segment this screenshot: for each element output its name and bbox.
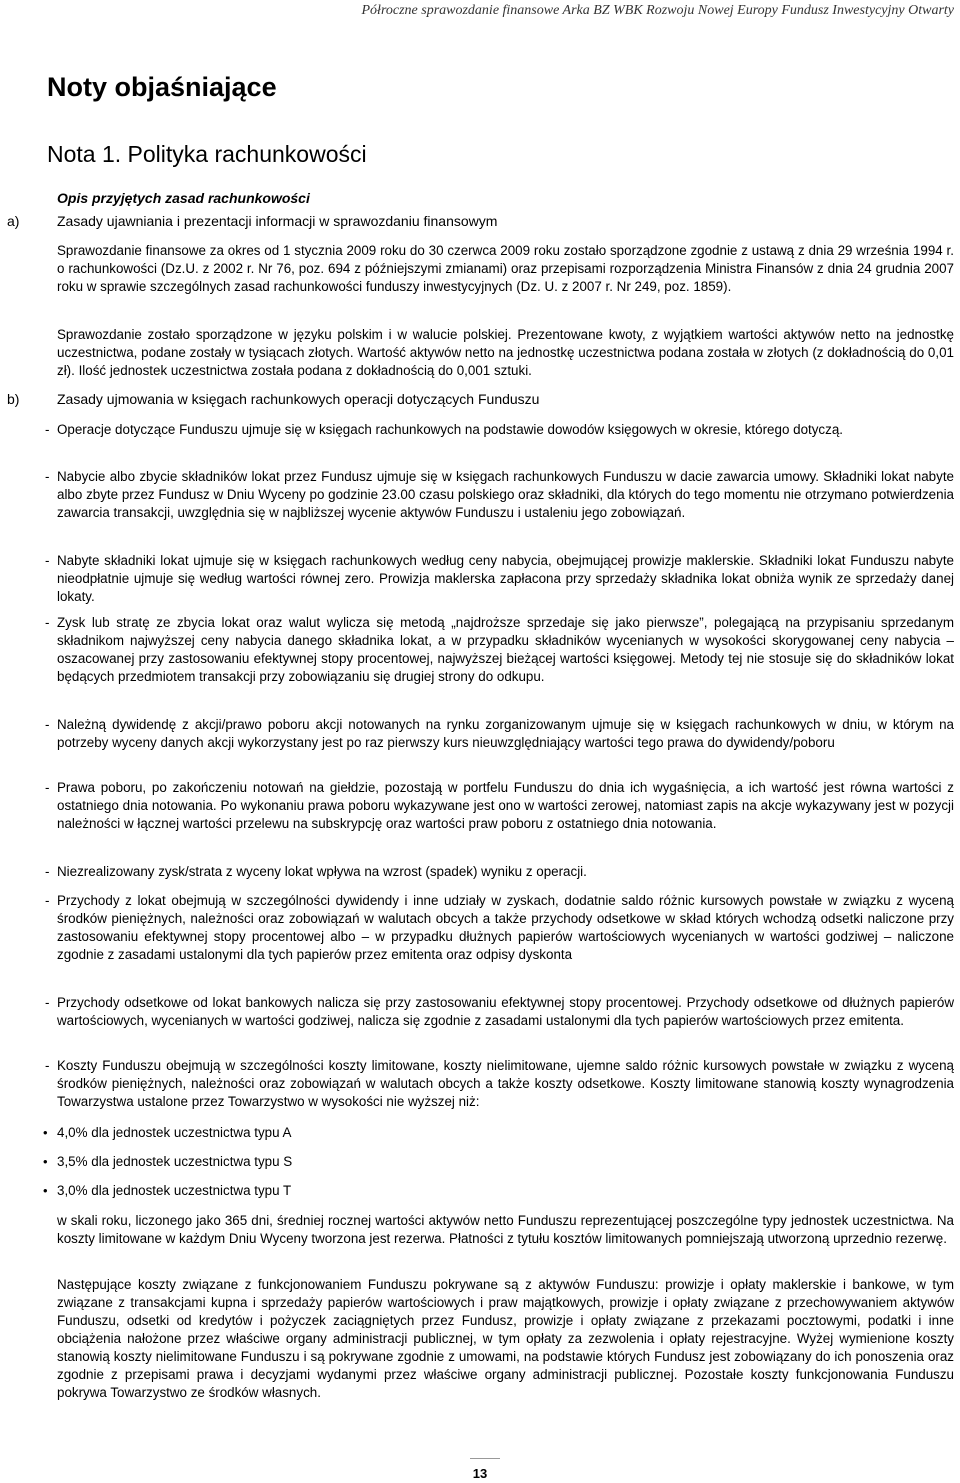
list-item — [45, 779, 954, 833]
list-item — [45, 468, 954, 522]
dash-marker: - — [45, 717, 50, 732]
fees-paragraph: w skali roku, liczonego jako 365 dni, średniej rocznej wartości aktywów netto Funduszu reprezentującej poszczególne typy jednostek uczestnictwa. Na koszty limitowane w każdym Dniu Wyceny tworzona jest rezerwa. Płatności z tytułu kosztów limitowanych pomniejszają utworzoną uprzednio rezerwę. — [57, 1213, 954, 1246]
fee-bullet-text: 3,0% dla jednostek uczestnictwa typu T — [57, 1183, 292, 1198]
list-item-text: Przychody z lokat obejmują w szczególności dywidendy i inne udziały w zyskach, dodatnie saldo różnic kursowych powstałe w związku z wyceną środków pieniężnych, należności oraz zobowiązań w walutach obcych a także przychody odsetkowe w skład których wchodzą odsetki naliczone przy zastosowaniu efektywnej stopy procentowej albo – w przypadku dłużnych papierów wartościowych wycenianych w wartości godziwej – naliczone zgodnie z zasadami ustalonymi dla tych papierów przez emitenta oraz odpisy dyskonta — [57, 893, 954, 962]
intro-label: Opis przyjętych zasad rachunkowości — [57, 190, 310, 206]
section-a-marker: a) — [7, 213, 20, 229]
fee-bullet-text: 3,5% dla jednostek uczestnictwa typu S — [57, 1154, 293, 1169]
list-item-text: Niezrealizowany zysk/strata z wyceny lokat wpływa na wzrost (spadek) wyniku z operacji. — [57, 864, 587, 879]
list-item — [45, 716, 954, 752]
footer-rule — [470, 1458, 500, 1459]
dash-marker: - — [45, 1058, 50, 1073]
dash-marker: - — [45, 893, 50, 908]
section-a-paragraph: Sprawozdanie zostało sporządzone w języku polskim i w walucie polskiej. Prezentowane kwoty, z wyjątkiem wartości aktywów netto na jednostkę uczestnictwa, podane zostały w tysiącach złotych. Wartość aktywów netto na jednostkę uczestnictwa podana została w złotych (z dokładnością do 0,01 zł). Ilość jednostek uczestnictwa została podana z dokładnością do 0,001 sztuki. — [57, 327, 954, 378]
bullet-dot: • — [43, 1183, 48, 1198]
bullet-dot: • — [43, 1125, 48, 1140]
list-item — [45, 892, 954, 964]
dash-marker: - — [45, 469, 50, 484]
dash-marker: - — [45, 780, 50, 795]
document-title: Noty objaśniające — [47, 72, 277, 102]
list-item-text: Należną dywidendę z akcji/prawo poboru akcji notowanych na rynku zorganizowanym ujmuje się w księgach rachunkowych w dniu, w którym na potrzeby wyceny danych akcji wykorzystany jest po raz pierwszy kurs nieuwzględniający wartości tego prawa do dywidendy/poboru — [57, 717, 954, 750]
note-title: Nota 1. Polityka rachunkowości — [47, 141, 367, 167]
dash-marker: - — [45, 553, 50, 568]
fee-bullet — [43, 1153, 293, 1171]
section-b-marker: b) — [7, 391, 20, 407]
list-item-text: Nabycie albo zbycie składników lokat przez Fundusz ujmuje się w księgach rachunkowych Funduszu w dacie zawarcia umowy. Składniki lokat nabyte albo zbyte przez Fundusz w Dniu Wyceny po godzinie 23.00 czasu polskiego oraz składniki, dla których do tego momentu nie otrzymano potwierdzenia zawarcia transakcji, uwzględnia się w najbliższej wycenie aktywów Funduszu i ustaleniu jego zobowiązań. — [57, 469, 954, 520]
section-a-paragraph: Sprawozdanie finansowe za okres od 1 stycznia 2009 roku do 30 czerwca 2009 roku zostało sporządzone zgodnie z ustawą z dnia 29 września 1994 r. o rachunkowości (Dz.U. z 2002 r. Nr 76, poz. 694 z późniejszymi zmianami) oraz przepisami rozporządzenia Ministra Finansów z dnia 24 grudnia 2007 roku w sprawie szczególnych zasad rachunkowości funduszy inwestycyjnych (Dz. U. z 2007 r. Nr 249, poz. 1859). — [57, 243, 954, 294]
running-header: Półroczne sprawozdanie finansowe Arka BZ WBK Rozwoju Nowej Europy Fundusz Inwestycyjny Otwarty — [361, 3, 954, 18]
section-a-title: Zasady ujawniania i prezentacji informacji w sprawozdaniu finansowym — [57, 213, 498, 229]
list-item-text: Przychody odsetkowe od lokat bankowych nalicza się przy zastosowaniu efektywnej stopy procentowej. Przychody odsetkowe od dłużnych papierów wartościowych, wycenianych w wartości godziwej, nalicza się zgodnie z zasadami ustalonymi dla tych papierów wartościowych przez emitenta. — [57, 995, 954, 1028]
page-number: 13 — [472, 1466, 488, 1481]
fee-bullet — [43, 1182, 292, 1200]
dash-marker: - — [45, 864, 50, 879]
dash-marker: - — [45, 995, 50, 1010]
list-item-text: Zysk lub stratę ze zbycia lokat oraz walut wylicza się metodą „najdroższe sprzedaje się jako pierwsze”, polegającą na przypisaniu sprzedanym składnikom najwyższej ceny nabycia danego składnika lokat, a w przypadku składników wycenianych w wysokości skorygowanej ceny nabycia – oszacowanej przy zastosowaniu efektywnej stopy procentowej, najwyższej bieżącej wartości księgowej. Metody tej nie stosuje się do składników lokat będących przedmiotem transakcji przy zobowiązaniu się drugiej strony do odkupu. — [57, 615, 954, 684]
list-item — [45, 1057, 954, 1111]
list-item-text: Prawa poboru, po zakończeniu notowań na giełdzie, pozostają w portfelu Funduszu do dnia ich wygaśnięcia, a ich wartość jest równa wartości z ostatniego dnia notowania. Po wykonaniu prawa poboru wykazywane jest ono w wartości zerowej, natomiast zapis na akcje wykazywany jest w pozycji należności w łącznej wartości przelewu na subskrypcję oraz wartości praw poboru z ostatniego dnia notowania. — [57, 780, 954, 831]
dash-marker: - — [45, 422, 50, 437]
dash-marker: - — [45, 615, 50, 630]
fee-bullet-text: 4,0% dla jednostek uczestnictwa typu A — [57, 1125, 292, 1140]
list-item — [45, 863, 954, 881]
list-item-text: Operacje dotyczące Funduszu ujmuje się w księgach rachunkowych na podstawie dowodów księgowych w okresie, którego dotyczą. — [57, 422, 843, 437]
fee-bullet — [43, 1124, 292, 1142]
list-item-text: Koszty Funduszu obejmują w szczególności koszty limitowane, koszty nielimitowane, ujemne saldo różnic kursowych powstałe w związku z wyceną środków pieniężnych, należności oraz zobowiązań w walutach obcych a także koszty odsetkowe. Koszty limitowane stanowią koszty wynagrodzenia Towarzystwa ustalone przez Towarzystwo w wysokości nie wyższej niż: — [57, 1058, 954, 1109]
list-item-text: Nabyte składniki lokat ujmuje się w księgach rachunkowych według ceny nabycia, obejmującej prowizje maklerskie. Składniki lokat Funduszu nabyte nieodpłatnie ujmuje się według wartości równej zero. Prowizja maklerska zapłacona przy sprzedaży składnika lokat obniża wynik ze sprzedaży danej lokaty. — [57, 553, 954, 604]
list-item — [45, 421, 954, 439]
section-b-title: Zasady ujmowania w księgach rachunkowych operacji dotyczących Funduszu — [57, 391, 540, 407]
list-item — [45, 552, 954, 606]
bullet-dot: • — [43, 1154, 48, 1169]
list-item — [45, 614, 954, 686]
costs-paragraph: Następujące koszty związane z funkcjonowaniem Funduszu pokrywane są z aktywów Funduszu: prowizje i opłaty maklerskie i bankowe, w tym związane z transakcjami kupna i sprzedaży papierów wartościowych i praw majątkowych, prowizje i opłaty związane z przechowywaniem aktywów Funduszu, odsetki od kredytów i pożyczek zaciągniętych przez Fundusz, prowizje i opłaty związane z przekazami pocztowymi, podatki i inne obciążenia nałożone przez właściwe organy administracji publicznej, w tym opłaty za zezwolenia i opłaty rejestracyjne. Wyżej wymienione koszty stanowią koszty nielimitowane Funduszu i są pokrywane zgodnie z umowami, na podstawie których Fundusz jest zobowiązany do ich ponoszenia oraz zgodnie z przepisami prawa i decyzjami wydanymi przez właściwe organy administracji publicznej. Pozostałe koszty funkcjonowania Funduszu pokrywa Towarzystwo ze środków własnych. — [57, 1277, 954, 1400]
list-item — [45, 994, 954, 1030]
